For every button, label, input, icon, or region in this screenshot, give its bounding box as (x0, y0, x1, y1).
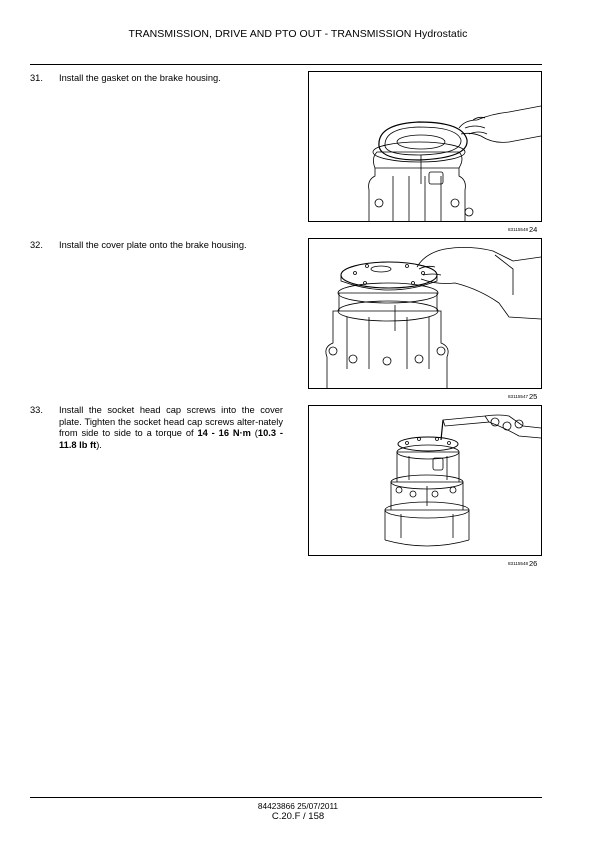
header-rule (30, 64, 542, 65)
figure-26 (308, 405, 542, 568)
figure-24 (308, 71, 542, 234)
gasket-brake-housing-illustration (309, 72, 541, 221)
figure-number: 26 (529, 559, 538, 568)
step-31 (30, 73, 290, 87)
figure-code: 83115547 (508, 394, 529, 399)
step-text: Install the cover plate onto the brake housing. (59, 240, 247, 250)
cover-plate-installation-illustration (309, 239, 541, 388)
torque-imperial: 10.3 - 11.8 lb ft (59, 428, 283, 451)
figure-25 (308, 238, 542, 401)
step-text-part: Install the socket head cap screws into the cover plate. Tighten the socket head cap screws alter-nately from side to side to a torque of (59, 405, 283, 439)
step-number: 31. (30, 73, 43, 83)
figure-number: 25 (529, 392, 538, 401)
figure-number: 24 (529, 225, 538, 234)
page-header: TRANSMISSION, DRIVE AND PTO OUT - TRANSMISSION Hydrostatic (128, 28, 468, 40)
figure-code: 83115548 (508, 227, 529, 232)
step-text-part: ). (96, 440, 102, 451)
footer-rule (30, 797, 542, 798)
torque-metric: 14 - 16 N·m (197, 428, 251, 439)
step-number: 32. (30, 240, 43, 250)
step-33 (30, 405, 290, 455)
torque-cap-screws-illustration (309, 406, 541, 555)
figure-code: 83115548 (508, 561, 529, 566)
step-text-part: ( (250, 428, 258, 439)
page-number: C.20.F / 158 (271, 811, 325, 822)
step-text (59, 405, 283, 452)
document-info: 84423866 25/07/2011 (257, 801, 339, 811)
step-number: 33. (30, 405, 43, 415)
step-32 (30, 240, 290, 254)
step-text: Install the gasket on the brake housing. (59, 73, 221, 83)
